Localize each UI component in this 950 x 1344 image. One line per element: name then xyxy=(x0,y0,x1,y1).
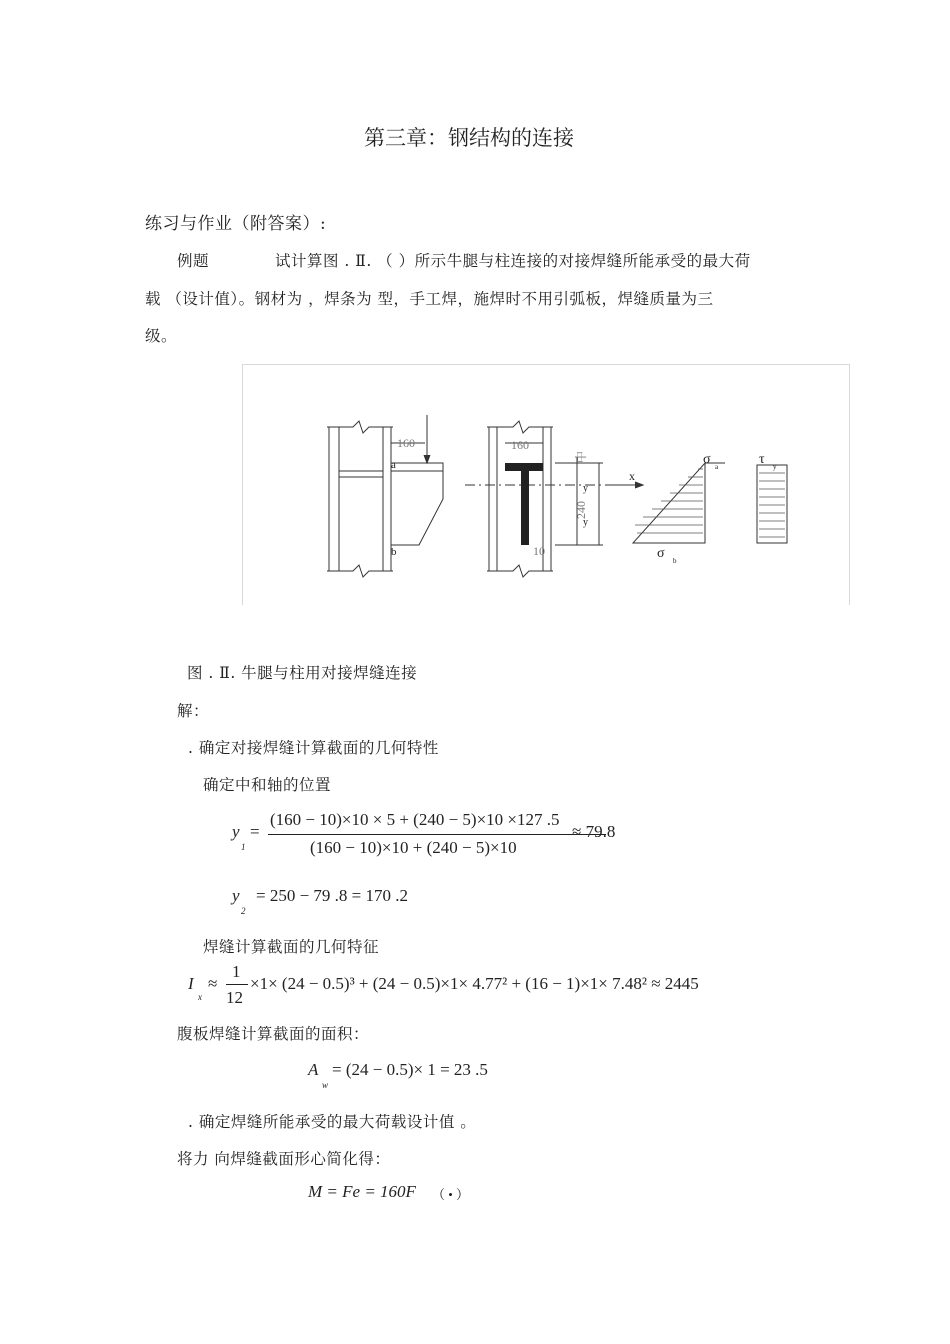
tau-stress-diagram xyxy=(757,465,787,543)
eq-y2-lhs-sub: 2 xyxy=(241,906,246,916)
eq-m-expr: M = Fe = 160F xyxy=(308,1182,416,1201)
label-tau: τ xyxy=(759,452,765,467)
eq-ix xyxy=(188,962,788,1012)
eq-aw-lhs-sub: w xyxy=(322,1080,329,1090)
page-title: 第三章：钢结构的连接 xyxy=(364,126,574,150)
eq-y1-lhs-sub: 1 xyxy=(241,842,246,852)
sigma-stress-diagram xyxy=(633,463,705,543)
example-line-2: 载 （设计值）。钢材为 ，焊条为 型，手工焊，施焊时不用引弧板，焊缝质量为三 xyxy=(145,290,714,308)
eq-ix-rest: ×1× (24 − 0.5)³ + (24 − 0.5)×1× 4.77² + (16 − 1)×1× 7.48² ≈ 2445 xyxy=(250,974,699,993)
label-a: a xyxy=(391,459,396,471)
eq-y1-lhs: y xyxy=(232,822,240,841)
eq-ix-approx: ≈ xyxy=(208,974,218,993)
dim-label-10: 10 xyxy=(533,544,545,558)
step-1b: 焊缝计算截面的几何特征 xyxy=(203,938,380,956)
eq-y2 xyxy=(232,886,532,916)
label-sigma-a-sub: a xyxy=(715,463,719,471)
label-y1: y xyxy=(583,483,588,494)
eq-y1-result: ≈ 79.8 xyxy=(572,822,616,841)
eq-y1-numerator: (160 − 10)×10 × 5 + (240 − 5)×10 ×127 .5 xyxy=(270,810,560,829)
section-heading: 练习与作业（附答案）: xyxy=(145,214,327,234)
bracket-web xyxy=(391,471,443,545)
t-section-flange xyxy=(505,463,543,471)
eq-m xyxy=(308,1182,568,1210)
step-2: . 确定焊缝所能承受的最大荷载设计值 。 xyxy=(188,1113,477,1131)
eq-m-tag: （ • ） xyxy=(432,1187,470,1202)
step-1c: 腹板焊缝计算截面的面积： xyxy=(177,1025,370,1043)
step-2a: 将力 向焊缝截面形心简化得： xyxy=(177,1150,391,1168)
figure-caption: 图 . Ⅱ. 牛腿与柱用对接焊缝连接 xyxy=(187,664,418,682)
label-tau-sub: y xyxy=(773,463,777,471)
step-1a: 确定中和轴的位置 xyxy=(203,776,332,794)
label-sigma-b: σ xyxy=(657,546,665,561)
eq-y2-lhs: y xyxy=(232,886,240,905)
example-label: 例题 xyxy=(177,252,210,270)
eq-aw xyxy=(308,1060,568,1094)
solution-label: 解： xyxy=(177,702,210,720)
label-y2: y xyxy=(583,517,588,528)
dim-label-160-left: 160 xyxy=(397,436,415,450)
eq-y1 xyxy=(232,806,652,866)
load-arrowhead xyxy=(424,455,430,463)
dim-label-160-section: 160 xyxy=(511,438,529,452)
eq-ix-frac-num: 1 xyxy=(232,962,241,981)
figure-frame xyxy=(242,364,850,605)
x-axis-arrowhead xyxy=(635,482,643,488)
example-line-1: 试计算图 . Ⅱ. （ ）所示牛腿与柱连接的对接焊缝所能承受的最大荷 xyxy=(275,252,751,270)
bracket-weld-figure xyxy=(243,365,849,605)
eq-y1-denominator: (160 − 10)×10 + (240 − 5)×10 xyxy=(310,838,517,857)
dim-label-240: 240 xyxy=(574,501,588,519)
eq-ix-frac-den: 12 xyxy=(226,988,243,1007)
eq-y1-fraction-bar xyxy=(268,834,606,835)
label-sigma-b-sub: b xyxy=(673,557,677,565)
eq-ix-lhs-sub: x xyxy=(198,992,202,1002)
eq-ix-fraction-bar xyxy=(226,984,248,985)
example-line-3: 级。 xyxy=(145,327,178,345)
bracket-flange xyxy=(391,463,443,471)
eq-y2-rhs: = 250 − 79 .8 = 170 .2 xyxy=(256,886,409,905)
eq-ix-lhs: I xyxy=(188,974,194,993)
t-section-web xyxy=(521,471,529,545)
label-x-axis: x xyxy=(629,469,635,483)
label-b: b xyxy=(391,546,397,558)
dim-label-top: 中 xyxy=(574,450,588,463)
eq-y1-equals: = xyxy=(250,822,260,841)
step-1: . 确定对接焊缝计算截面的几何特性 xyxy=(188,739,439,757)
eq-aw-rhs: = (24 − 0.5)× 1 = 23 .5 xyxy=(332,1060,488,1079)
eq-aw-lhs: A xyxy=(308,1060,319,1079)
label-sigma-a: σ xyxy=(703,452,711,467)
